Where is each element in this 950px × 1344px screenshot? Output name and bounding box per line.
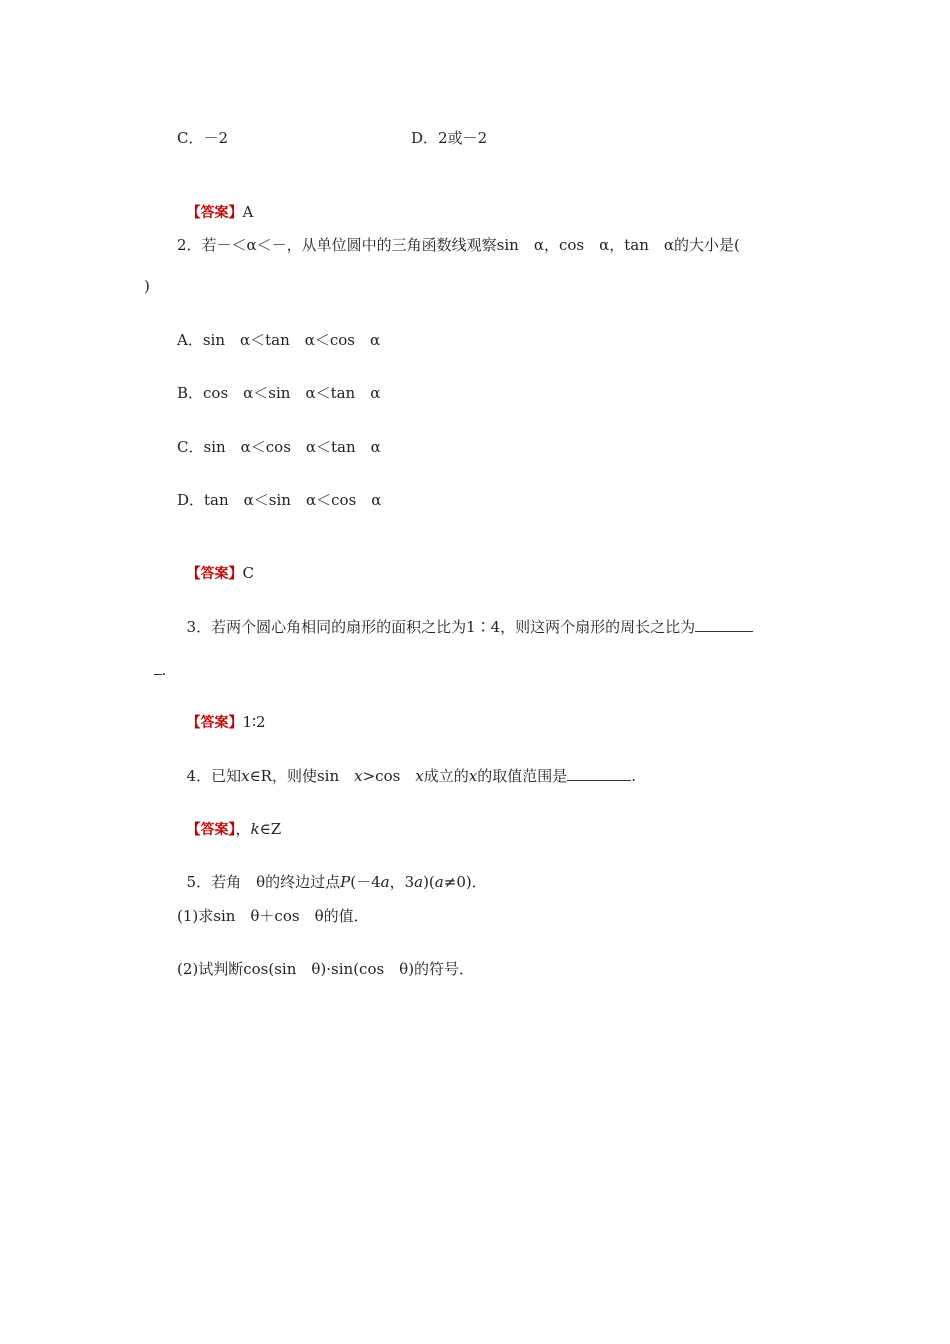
q4-text-6: . xyxy=(631,767,637,785)
answer-tag: 【答案】 xyxy=(186,822,236,838)
q4-blank xyxy=(567,766,631,781)
answer-tag: 【答案】 xyxy=(186,566,243,582)
q4-var-x-4: x xyxy=(468,767,478,785)
q3-stem xyxy=(177,597,753,637)
q4-var-x-2: x xyxy=(354,767,363,785)
q2-option-b: B．cos α＜sin α＜tan α xyxy=(177,384,381,402)
q4-text-4: 成立的 xyxy=(423,767,469,785)
answer-tag: 【答案】 xyxy=(186,715,243,731)
q5-var-a-2: a xyxy=(414,873,424,891)
q4-var-x-3: x xyxy=(415,767,424,785)
q2-option-c: C．sin α＜cos α＜tan α xyxy=(177,438,381,456)
q2-answer-value: C xyxy=(242,564,255,582)
q1-option-d: D．2或－2 xyxy=(411,129,488,147)
q1-option-c: C．－2 xyxy=(177,129,229,147)
q4-answer-text-1: ， xyxy=(235,820,251,838)
q2-answer xyxy=(177,543,254,584)
q2-stem: 2．若－＜α＜－，从单位圆中的三角函数线观察sin α，cos α，tan α的大小是( xyxy=(177,236,740,254)
q4-stem xyxy=(177,746,636,786)
q3-blank xyxy=(695,617,753,632)
q4-answer-text-2: ∈Z xyxy=(259,820,282,838)
q5-text-2: (－4 xyxy=(350,873,381,891)
q4-answer xyxy=(177,799,281,840)
q2-option-a: A．sin α＜tan α＜cos α xyxy=(177,331,381,349)
q3-stem-cont xyxy=(144,640,166,680)
q5-text-3: ，3 xyxy=(389,873,415,891)
q2-option-d: D．tan α＜sin α＜cos α xyxy=(177,491,382,509)
q4-text-5: 的取值范围是 xyxy=(477,767,568,785)
q2-stem-cont: ) xyxy=(144,277,150,295)
q3-answer-value: 1∶2 xyxy=(242,713,266,731)
q4-text-2: ∈R，则使sin xyxy=(249,767,355,785)
q5-text-4: )( xyxy=(423,873,435,891)
q5-var-a-1: a xyxy=(380,873,390,891)
q3-stem-end: . xyxy=(161,661,167,679)
q4-text-3: >cos xyxy=(362,767,416,785)
q5-sub2: (2)试判断cos(sin θ)·sin(cos θ)的符号． xyxy=(177,960,475,978)
q4-var-x-1: x xyxy=(241,767,250,785)
q5-var-a-3: a xyxy=(434,873,444,891)
q5-stem xyxy=(177,852,487,892)
answer-tag: 【答案】 xyxy=(186,205,243,221)
q3-stem-text: 3．若两个圆心角相同的扇形的面积之比为1∶4，则这两个扇形的周长之比为 xyxy=(186,618,696,636)
q1-answer-value: A xyxy=(242,203,254,221)
q1-answer xyxy=(177,182,253,223)
q3-answer xyxy=(177,692,266,733)
q5-var-p: P xyxy=(340,873,351,891)
q3-blank-cont xyxy=(154,660,162,675)
q4-text-1: 4．已知 xyxy=(186,767,242,785)
q5-sub1: (1)求sin θ＋cos θ的值． xyxy=(177,907,369,925)
q5-text-1: 5．若角 θ的终边过点 xyxy=(186,873,341,891)
q5-text-5: ≠0)． xyxy=(443,873,487,891)
q4-answer-var-k: k xyxy=(250,820,260,838)
